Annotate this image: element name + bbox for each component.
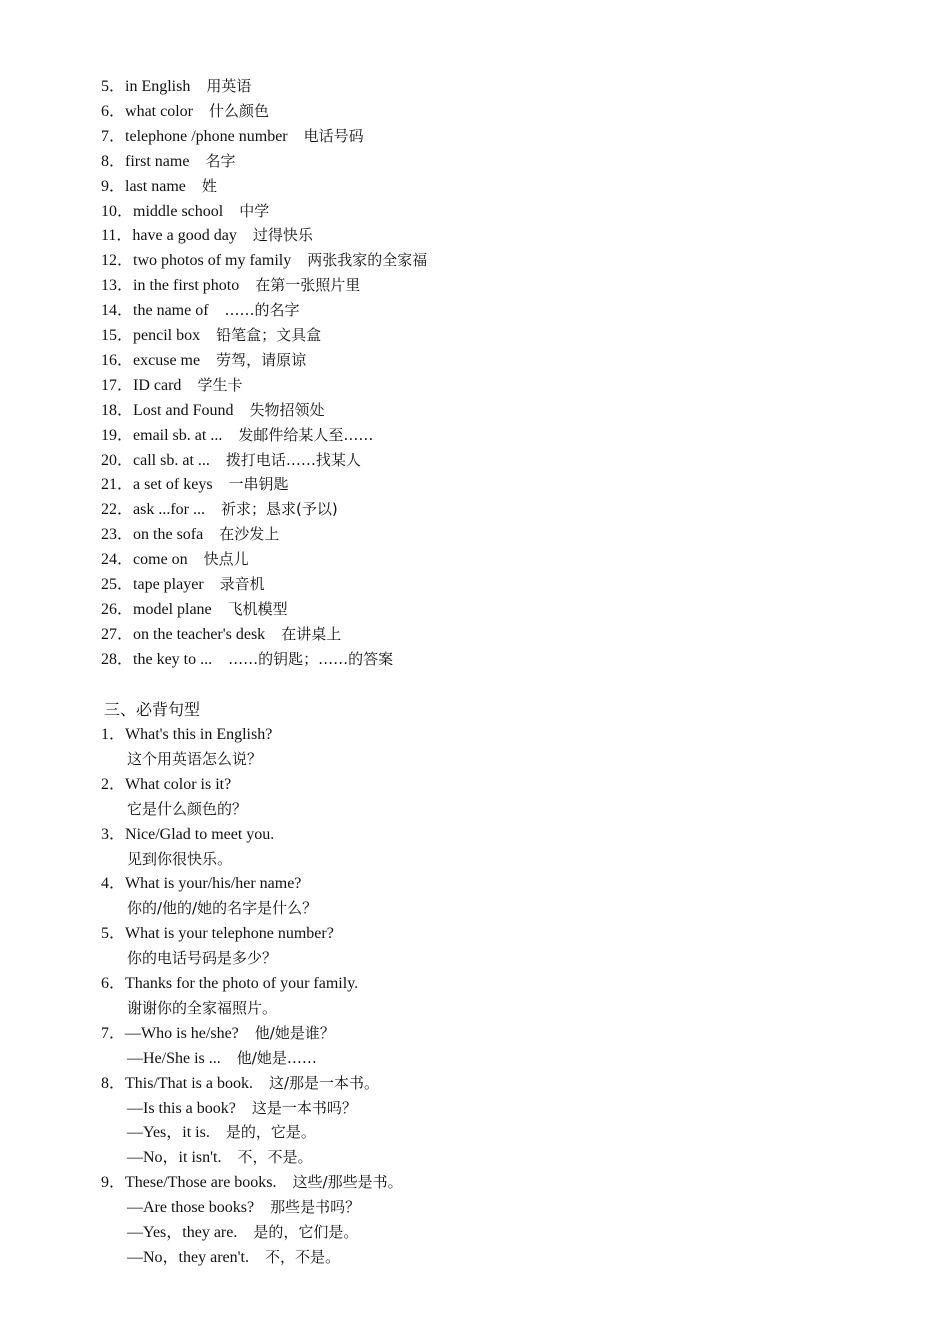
sentence-line xyxy=(127,747,262,772)
sentence-number: 1． xyxy=(101,726,126,743)
sentence-line xyxy=(101,971,358,996)
sentence-english: —Are those books? xyxy=(127,1199,255,1217)
phrase-number: 23． xyxy=(101,526,134,544)
phrase-item xyxy=(101,298,300,323)
phrase-number: 26． xyxy=(101,600,134,618)
spacer xyxy=(233,402,249,419)
phrase-english: in English xyxy=(125,78,191,95)
sentence-line xyxy=(127,1096,357,1121)
phrase-english: on the teacher's desk xyxy=(133,625,266,643)
phrase-english: the name of xyxy=(133,302,209,320)
spacer xyxy=(253,1075,269,1092)
spacer xyxy=(239,1025,255,1042)
sentence-chinese: 这些/那些是书。 xyxy=(292,1173,403,1192)
sentence-number: 9． xyxy=(101,1174,126,1192)
sentence-english: What is your/his/her name? xyxy=(125,875,302,893)
spacer xyxy=(222,427,238,444)
phrase-number: 6． xyxy=(101,102,126,120)
sentence-line xyxy=(127,1145,312,1170)
sentence-line xyxy=(127,996,277,1021)
sentence-number: 3． xyxy=(101,825,126,843)
phrase-english: have a good day xyxy=(132,227,237,245)
sentence-chinese: 是的，它是。 xyxy=(225,1123,316,1142)
phrase-chinese: 发邮件给某人至…… xyxy=(238,425,374,444)
sentence-line xyxy=(127,946,277,971)
phrase-chinese: 劳驾，请原谅 xyxy=(216,350,307,369)
spacer xyxy=(210,1124,226,1141)
phrase-item xyxy=(101,597,288,622)
spacer xyxy=(205,501,221,518)
sentence-line xyxy=(127,797,247,822)
spacer xyxy=(193,103,209,120)
phrase-number: 27． xyxy=(101,625,134,643)
spacer xyxy=(210,452,226,469)
phrase-english: tape player xyxy=(133,576,204,593)
sentence-chinese: 不，不是。 xyxy=(237,1148,313,1167)
phrase-number: 21． xyxy=(101,476,134,494)
phrase-english: last name xyxy=(125,177,186,195)
phrase-item xyxy=(101,622,341,647)
sentence-english: Thanks for the photo of your family. xyxy=(125,975,359,992)
spacer xyxy=(190,78,206,95)
phrase-english: the key to ... xyxy=(133,650,213,668)
sentence-english: —Is this a book? xyxy=(127,1099,236,1117)
phrase-chinese: 学生卡 xyxy=(197,375,243,394)
sentence-chinese: 这个用英语怎么说？ xyxy=(127,749,263,768)
sentence-english: What is your telephone number? xyxy=(125,925,334,943)
sentence-chinese: 他/她是…… xyxy=(236,1048,317,1067)
phrase-english: excuse me xyxy=(133,351,201,369)
sentence-english: What's this in English? xyxy=(125,726,273,743)
phrase-chinese: ……的钥匙；……的答案 xyxy=(228,649,394,668)
phrase-number: 14． xyxy=(101,302,134,320)
sentence-chinese: 他/她是谁？ xyxy=(254,1023,335,1042)
spacer xyxy=(288,128,304,145)
phrase-item xyxy=(101,348,306,373)
sentence-number: 8． xyxy=(101,1074,126,1092)
phrase-english: first name xyxy=(125,152,190,170)
phrase-english: Lost and Found xyxy=(133,401,234,419)
sentence-english: —He/She is ... xyxy=(127,1049,221,1067)
phrase-item xyxy=(101,174,217,199)
sentence-line xyxy=(127,1245,340,1270)
spacer xyxy=(237,1224,253,1241)
sentence-number: 7． xyxy=(101,1024,126,1042)
phrase-number: 17． xyxy=(101,376,134,394)
phrase-number: 15． xyxy=(101,327,134,344)
spacer xyxy=(203,526,219,543)
section-title: 三、必背句型 xyxy=(104,700,201,719)
phrase-number: 19． xyxy=(101,426,134,444)
phrase-chinese: 快点儿 xyxy=(203,550,249,569)
phrase-item xyxy=(101,398,324,423)
sentence-line xyxy=(101,1170,403,1195)
spacer xyxy=(265,626,281,643)
phrase-english: ID card xyxy=(133,376,182,394)
spacer xyxy=(200,352,216,369)
spacer xyxy=(237,227,253,244)
sentence-chinese: 这/那是一本书。 xyxy=(269,1073,380,1092)
phrase-number: 12． xyxy=(101,252,134,270)
sentence-chinese: 是的，它们是。 xyxy=(253,1223,359,1241)
phrase-chinese: 录音机 xyxy=(219,575,265,593)
sentence-chinese: 见到你很快乐。 xyxy=(127,849,233,868)
spacer xyxy=(221,1149,237,1166)
phrase-english: call sb. at ... xyxy=(133,451,210,469)
spacer xyxy=(188,551,204,568)
phrase-chinese: 在沙发上 xyxy=(219,525,280,544)
phrase-number: 16． xyxy=(101,351,134,369)
sentence-line xyxy=(101,772,231,797)
sentence-chinese: 它是什么颜色的？ xyxy=(127,799,248,818)
sentence-english: —Yes，they are. xyxy=(127,1224,238,1241)
phrase-chinese: 什么颜色 xyxy=(209,101,270,120)
spacer xyxy=(181,377,197,394)
phrase-english: come on xyxy=(133,551,188,569)
sentence-english: These/Those are books. xyxy=(125,1174,277,1192)
phrase-number: 28． xyxy=(101,650,134,668)
sentence-chinese: 那些是书吗？ xyxy=(270,1198,361,1217)
phrase-item xyxy=(101,223,313,248)
sentence-chinese: 你的/他的/她的名字是什么？ xyxy=(127,899,318,918)
phrase-english: what color xyxy=(125,102,193,120)
spacer xyxy=(223,203,239,220)
sentence-line xyxy=(127,1120,316,1145)
phrase-english: in the first photo xyxy=(133,277,240,295)
phrase-english: on the sofa xyxy=(133,526,204,544)
phrase-item xyxy=(101,99,269,124)
phrase-chinese: 飞机模型 xyxy=(227,599,288,618)
spacer xyxy=(221,1050,237,1067)
phrase-chinese: 在第一张照片里 xyxy=(255,276,361,295)
spacer xyxy=(200,327,216,344)
phrase-number: 11． xyxy=(101,227,133,245)
sentence-line xyxy=(101,722,272,747)
phrase-english: model plane xyxy=(133,600,212,618)
phrase-english: a set of keys xyxy=(133,476,213,494)
phrase-english: email sb. at ... xyxy=(133,426,223,444)
spacer xyxy=(212,601,228,618)
sentence-line xyxy=(101,1021,335,1046)
spacer xyxy=(291,252,307,269)
phrase-chinese: 用英语 xyxy=(206,77,252,95)
phrase-number: 18． xyxy=(101,401,134,419)
sentence-line xyxy=(101,822,274,847)
sentence-line xyxy=(101,1071,379,1096)
phrase-item xyxy=(101,273,360,298)
phrase-chinese: 两张我家的全家福 xyxy=(307,251,428,270)
phrase-chinese: ……的名字 xyxy=(224,301,300,320)
phrase-number: 20． xyxy=(101,451,134,469)
sentence-number: 4． xyxy=(101,875,126,893)
sentence-line xyxy=(127,1046,317,1071)
phrase-chinese: 铅笔盒；文具盒 xyxy=(216,326,322,344)
sentence-english: —Who is he/she? xyxy=(125,1024,239,1042)
phrase-chinese: 一串钥匙 xyxy=(228,475,289,494)
phrase-item xyxy=(101,323,321,348)
phrase-chinese: 过得快乐 xyxy=(252,226,313,245)
phrase-number: 22． xyxy=(101,501,134,519)
phrase-english: ask ...for ... xyxy=(133,501,205,519)
phrase-chinese: 姓 xyxy=(201,176,217,195)
phrase-english: pencil box xyxy=(133,327,201,344)
phrase-chinese: 祈求；恳求(予以) xyxy=(221,500,338,519)
phrase-chinese: 电话号码 xyxy=(303,126,364,145)
sentence-line xyxy=(101,921,334,946)
phrase-chinese: 失物招领处 xyxy=(249,400,325,419)
sentence-number: 5． xyxy=(101,925,126,943)
spacer xyxy=(213,476,229,493)
sentence-english: —Yes，it is. xyxy=(127,1124,210,1142)
sentence-number: 6． xyxy=(101,975,126,992)
sentence-chinese: 不，不是。 xyxy=(264,1247,340,1266)
spacer xyxy=(239,277,255,294)
phrase-chinese: 在讲桌上 xyxy=(281,624,342,643)
phrase-item xyxy=(101,448,361,473)
spacer xyxy=(209,302,225,319)
phrase-item xyxy=(101,373,242,398)
phrase-english: middle school xyxy=(133,202,224,220)
phrase-number: 24． xyxy=(101,551,134,569)
phrase-number: 9． xyxy=(101,177,126,195)
phrase-item xyxy=(101,572,265,597)
phrase-chinese: 拨打电话……找某人 xyxy=(225,450,361,469)
sentence-english: This/That is a book. xyxy=(125,1074,253,1092)
phrase-number: 8． xyxy=(101,152,126,170)
phrase-number: 13． xyxy=(101,277,134,295)
spacer xyxy=(254,1199,270,1216)
sentence-english: Nice/Glad to meet you. xyxy=(125,825,275,843)
sentence-line xyxy=(127,896,317,921)
phrase-number: 5． xyxy=(101,78,126,95)
sentence-chinese: 谢谢你的全家福照片。 xyxy=(127,998,278,1017)
sentence-line xyxy=(127,1195,360,1220)
phrase-number: 10． xyxy=(101,202,134,220)
sentence-line xyxy=(127,847,232,872)
sentence-english: —No，they aren't. xyxy=(127,1248,249,1266)
spacer xyxy=(186,178,202,195)
phrase-number: 7． xyxy=(101,127,126,145)
phrase-item xyxy=(101,199,269,224)
spacer xyxy=(189,153,205,170)
phrase-english: two photos of my family xyxy=(133,252,292,270)
spacer xyxy=(277,1174,293,1191)
sentence-english: —No，it isn't. xyxy=(127,1149,222,1167)
sentence-line xyxy=(127,1220,358,1245)
phrase-english: telephone /phone number xyxy=(125,127,288,145)
phrase-number: 25． xyxy=(101,576,134,593)
phrase-item xyxy=(101,497,338,522)
phrase-item xyxy=(101,522,279,547)
spacer xyxy=(249,1249,265,1266)
phrase-item xyxy=(101,547,249,572)
sentence-english: What color is it? xyxy=(125,775,232,793)
spacer xyxy=(212,651,228,668)
sentence-chinese: 你的电话号码是多少？ xyxy=(127,949,278,968)
phrase-item xyxy=(101,248,427,273)
spacer xyxy=(204,576,220,593)
sentence-chinese: 这是一本书吗？ xyxy=(251,1098,357,1117)
sentence-number: 2． xyxy=(101,775,126,793)
phrase-item xyxy=(101,472,289,497)
phrase-item xyxy=(101,149,235,174)
sentence-line xyxy=(101,871,301,896)
phrase-item xyxy=(101,423,373,448)
phrase-item xyxy=(101,647,393,672)
phrase-item xyxy=(101,74,251,99)
phrase-item xyxy=(101,124,364,149)
phrase-chinese: 名字 xyxy=(205,151,236,170)
spacer xyxy=(236,1100,252,1117)
phrase-chinese: 中学 xyxy=(239,201,270,220)
